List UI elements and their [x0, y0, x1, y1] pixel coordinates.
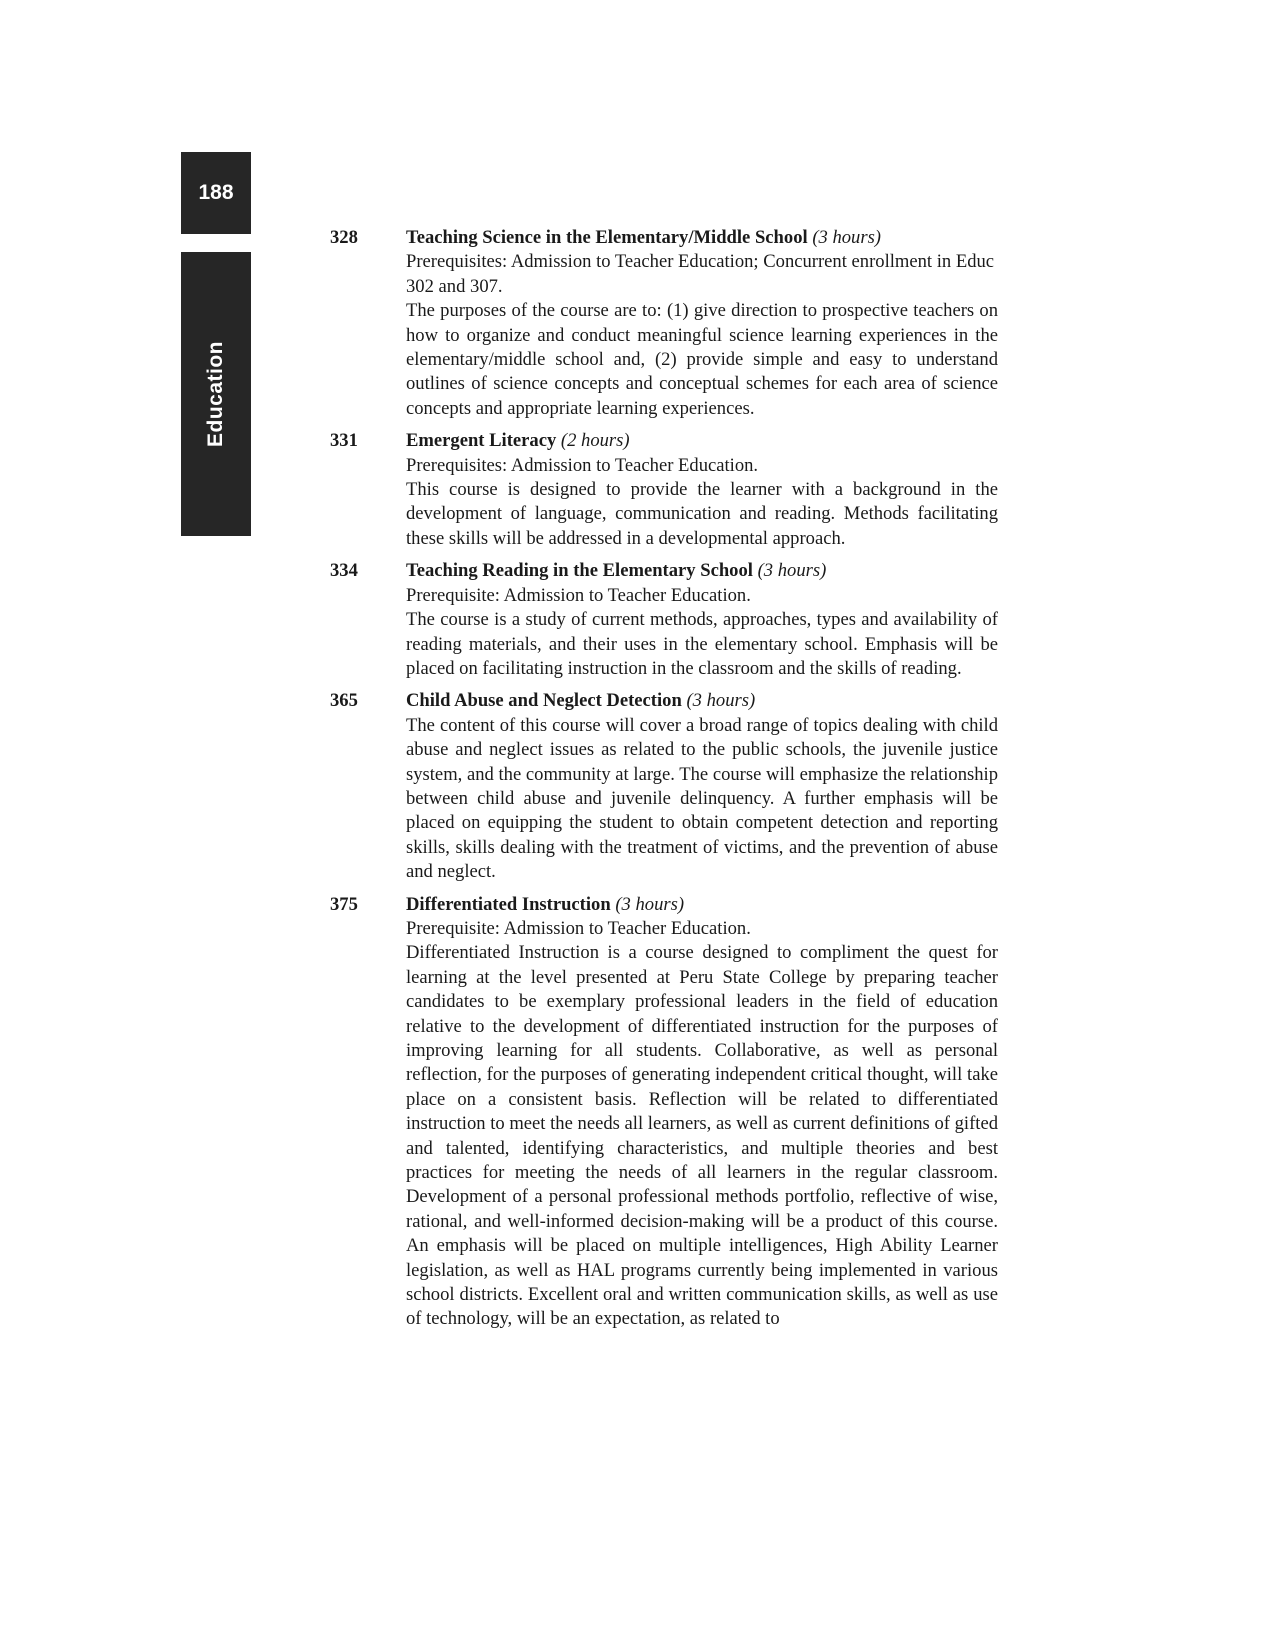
- page-number: 188: [198, 181, 234, 204]
- course-number: 365: [330, 690, 358, 712]
- course-hours: (2 hours): [560, 430, 630, 452]
- course-body: [406, 893, 998, 1332]
- course-heading: [406, 226, 998, 250]
- course-body: [406, 429, 998, 551]
- course-entry: [330, 893, 998, 1332]
- course-heading: [406, 893, 998, 917]
- course-number: 328: [330, 227, 358, 248]
- course-description: The purposes of the course are to: (1) give direction to prospective teachers on how to organize and conduct meaningful science learning experiences in the elementary/middle school and, (2) provide simple and easy to understand outlines of science concepts and conceptual schemes for each area of science concepts and appropriate learning experiences.: [406, 300, 998, 419]
- course-title: Teaching Science in the Elementary/Middle School: [406, 227, 808, 248]
- course-title: Teaching Reading in the Elementary School: [406, 560, 753, 582]
- course-entry: [330, 429, 998, 551]
- section-label: Education: [204, 340, 227, 448]
- course-title: Differentiated Instruction: [406, 893, 611, 915]
- course-hours: (3 hours): [757, 560, 827, 582]
- course-prerequisites: Prerequisite: Admission to Teacher Education.: [406, 584, 751, 606]
- course-list: [330, 226, 998, 1340]
- course-description: The content of this course will cover a broad range of topics dealing with child abuse and neglect issues as related to the public schools, the juvenile justice system, and the community at large. The course will emphasize the relationship between child abuse and juvenile delinquency. A further emphasis will be placed on equipping the student to obtain competent detection and reporting skills, skills dealing with the treatment of victims, and the prevention of abuse and neglect.: [406, 714, 998, 883]
- course-hours: (3 hours): [686, 690, 756, 712]
- course-description: This course is designed to provide the learner with a background in the development of language, communication and reading. Methods facilitating these skills will be addressed in a developmental approach.: [406, 479, 998, 549]
- course-body: [406, 559, 998, 681]
- course-title: Emergent Literacy: [406, 430, 557, 452]
- section-tab: [181, 252, 251, 536]
- course-number: 334: [330, 560, 358, 582]
- course-hours: (3 hours): [615, 893, 685, 915]
- course-entry: [330, 226, 998, 421]
- course-number: 331: [330, 430, 358, 452]
- course-body: [406, 689, 998, 884]
- course-entry: [330, 559, 998, 681]
- course-body: [406, 226, 998, 421]
- course-prerequisites: Prerequisites: Admission to Teacher Education.: [406, 454, 759, 476]
- course-number: 375: [330, 893, 358, 915]
- course-entry: [330, 689, 998, 884]
- course-heading: [406, 429, 998, 453]
- course-title: Child Abuse and Neglect Detection: [406, 690, 682, 712]
- course-heading: [406, 689, 998, 713]
- page-number-tab: [181, 152, 251, 234]
- course-description: Differentiated Instruction is a course designed to compliment the quest for learning at the level presented at Peru State College by preparing teacher candidates to be exemplary professional leaders in the field of education relative to the development of differentiated instruction for the purposes of improving learning for all students. Collaborative, as well as personal reflection, for the purposes of generating independent critical thought, will take place on a consistent basis. Reflection will be related to differentiated instruction to meet the needs all learners, as well as current definitions of gifted and talented, identifying characteristics, and multiple theories and best practices for meeting the needs of all learners in the regular classroom. Development of a personal professional methods portfolio, reflective of wise, rational, and well-informed decision-making will be a product of this course. An emphasis will be placed on multiple intelligences, High Ability Learner legislation, as well as HAL programs currently being implemented in various school districts. Excellent oral and written communication skills, as well as use of technology, will be an expectation, as related to: [406, 942, 998, 1330]
- course-prerequisites: Prerequisite: Admission to Teacher Education.: [406, 917, 751, 939]
- course-prerequisites: Prerequisites: Admission to Teacher Education; Concurrent enrollment in Educ 302 and 307.: [406, 251, 995, 297]
- course-hours: (3 hours): [812, 227, 882, 248]
- course-description: The course is a study of current methods, approaches, types and availability of reading materials, and their uses in the elementary school. Emphasis will be placed on facilitating instruction in the classroom and the skills of reading.: [406, 609, 998, 679]
- course-heading: [406, 559, 998, 583]
